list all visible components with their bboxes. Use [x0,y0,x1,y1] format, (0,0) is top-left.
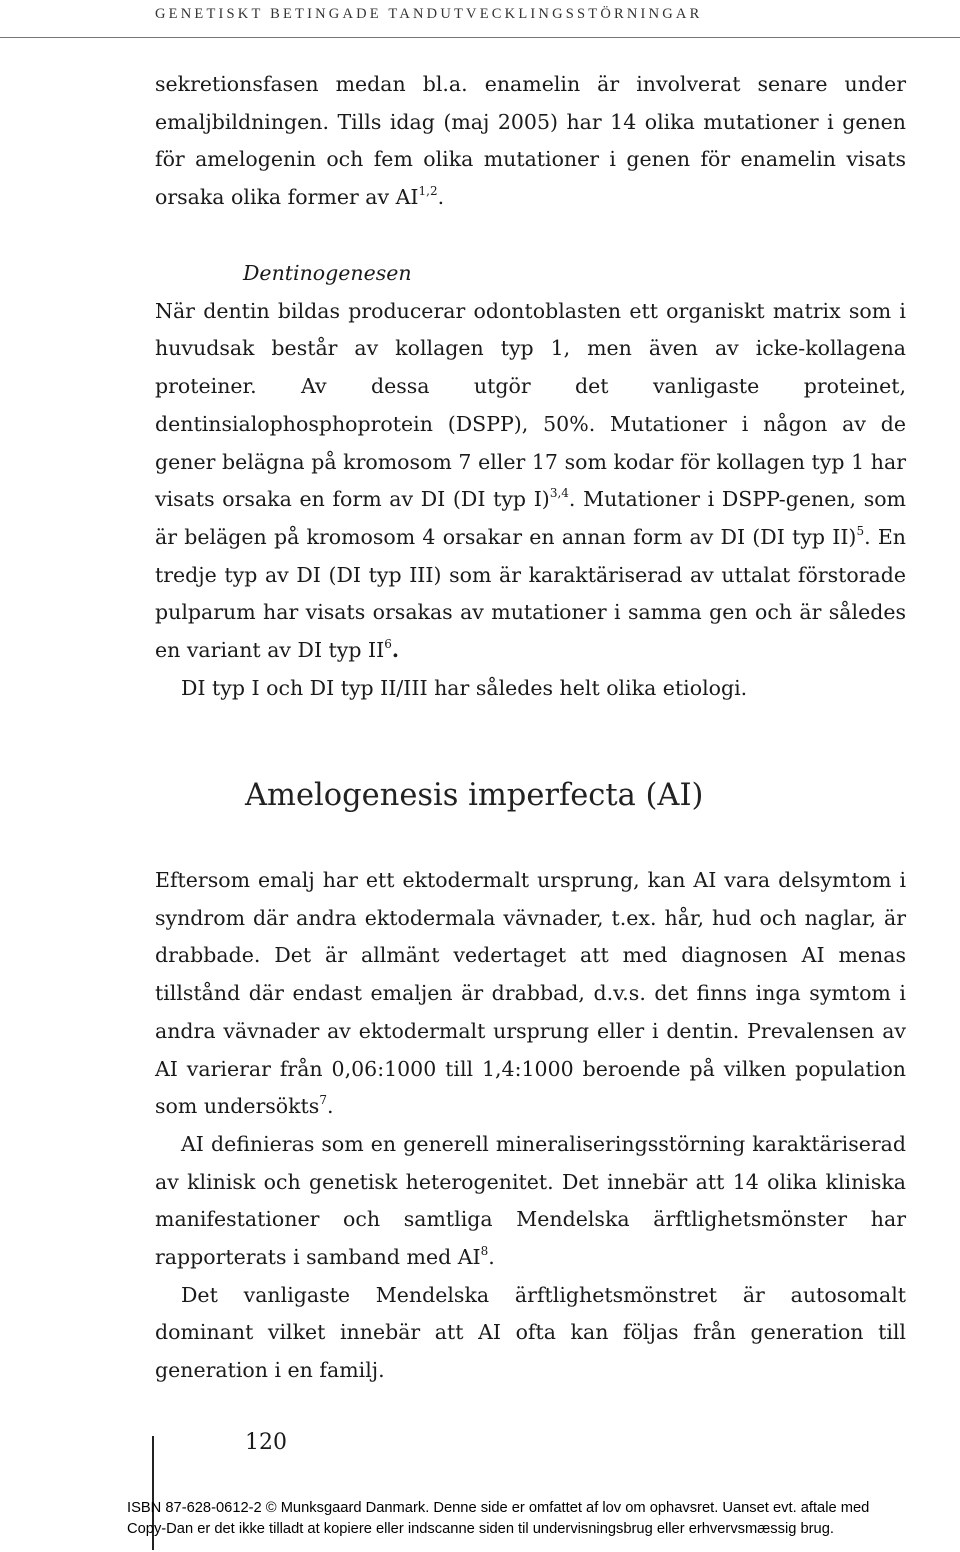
reference-marker: 3,4 [549,486,569,501]
ai-paragraph-3: Det vanligaste Mendelska ärftlighetsmönstret är autosomalt dominant vilket innebär att AI ofta kan följas från generation till generation i en familj. [155,1282,906,1383]
ai-paragraph-2 [155,1126,906,1277]
footer-line-1: ISBN 87-628-0612-2 © Munksgaard Danmark. Denne side er omfattet af lov om ophavsret. Uanset evt. aftale med [127,1500,870,1516]
header-divider [0,37,960,38]
reference-marker: 7 [319,1093,327,1108]
dentin-text-2: . Mutationer i DSPP-genen, som är belägen på kromosom 4 orsakar en annan form av DI (DI typ II) [155,487,906,549]
dentin-text-1: När dentin bildas producerar odontoblasten ett organiskt matrix som i huvudsak består av kollagen typ 1, men även av icke-kollagena proteiner. Av dessa utgör det vanligaste proteinet, dentinsialophosphoprotein (DSPP), 50%. Mutationer i någon av de gener belägna på kromosom 7 eller 17 som kodar för kollagen typ 1 har visats orsaka en form av DI (DI typ I) [155,298,906,512]
intro-end: . [437,185,445,210]
dentin-text-4: . [391,638,399,663]
section-title-amelogenesis: Amelogenesis imperfecta (AI) [245,778,704,813]
running-head: GENETISKT BETINGADE TANDUTVECKLINGSSTÖRNINGAR [155,6,703,22]
dentin-section [155,255,906,707]
intro-paragraph [155,66,906,217]
copyright-footer [127,1498,960,1540]
reference-marker: 8 [480,1244,489,1259]
ai-text-2: AI definieras som en generell mineraliseringsstörning karaktäriserad av klinisk och genetisk heterogenitet. Det innebär att 14 olika kliniska manifestationer och samtliga Mendelska ärftlighetsmönster har rapporterats i samband med AI [155,1131,906,1270]
reference-marker: 1,2 [418,184,438,199]
dentin-paragraph-2: DI typ I och DI typ II/III har således helt olika etiologi. [181,675,748,700]
ai-text-1: Eftersom emalj har ett ektodermalt ursprung, kan AI vara delsymtom i syndrom där andra ektodermala vävnader, t.ex. hår, hud och naglar, är drabbade. Det är allmänt vedertaget att med diagnosen AI menas tillstånd där endast emaljen är drabbad, d.v.s. det finns inga symtom i andra vävnader av ektodermalt ursprung eller i dentin. Prevalensen av AI varierar från 0,06:1000 till 1,4:1000 beroende på vilken population som undersökts [155,868,906,1119]
reference-marker: 5 [856,523,865,538]
ai-section-body [155,862,906,1390]
dentin-paragraph-1 [155,293,906,670]
ai-text-2-end: . [488,1245,495,1270]
page-number: 120 [245,1430,287,1455]
ai-paragraph-1 [155,862,906,1126]
intro-block [155,66,906,217]
ai-text-1-end: . [326,1094,334,1119]
section-heading-dentinogenesen: Dentinogenesen [243,261,412,285]
reference-marker: 6 [384,637,392,652]
dentin-text-3: . En tredje typ av DI (DI typ III) som är karaktäriserad av uttalat förstorade pulparum har visats orsakas av mutationer i samma gen och är således en variant av DI typ II [155,524,906,663]
intro-text: sekretionsfasen medan bl.a. enamelin är involverat senare under emaljbildningen. Tills idag (maj 2005) har 14 olika mutationer i genen för amelogenin och fem olika mutationer i genen för enamelin visats orsaka olika former av AI [155,72,906,210]
footer-line-2: Copy-Dan er det ikke tilladt at kopiere eller indscanne siden til undervisningsbrug eller erhvervsmæssig brug. [127,1521,834,1537]
